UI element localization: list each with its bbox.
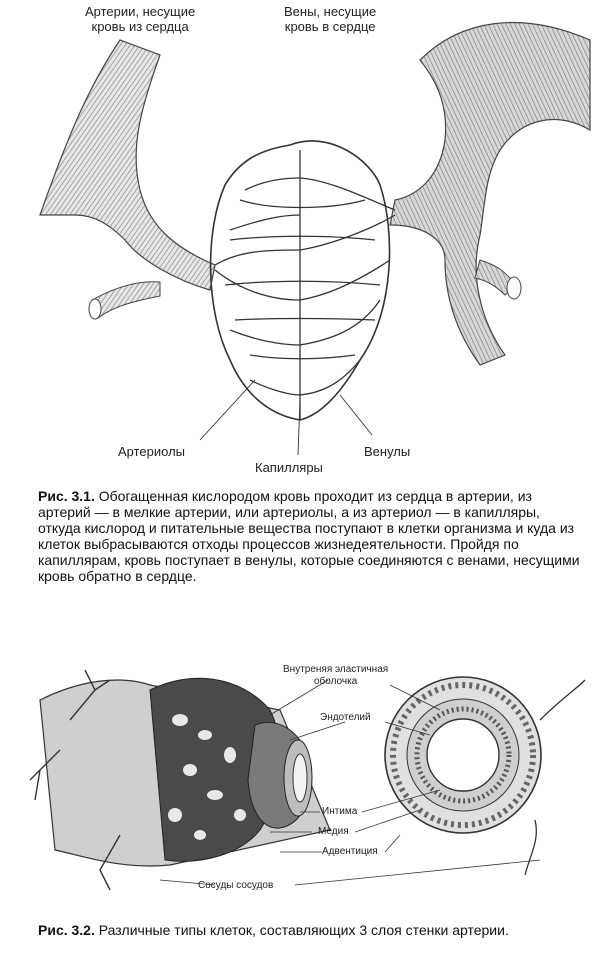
label-venules: Венулы: [364, 444, 411, 459]
caption-figure-2: [38, 922, 583, 938]
label-internal-elastic: Внутреняя эластичная оболочка: [283, 664, 389, 687]
artery-left: [40, 40, 215, 290]
vein-right: [390, 23, 590, 365]
label-endothelium: Эндотелий: [320, 712, 371, 723]
capillary-illustration: [0, 0, 600, 480]
label-adventitia: Адвентиция: [322, 846, 378, 857]
label-vasa-vasorum: Сосуды сосудов: [198, 880, 274, 891]
label-media: Медия: [318, 826, 349, 837]
caption-text: Различные типы клеток, составляющих 3 слоя стенки артерии.: [98, 922, 509, 938]
label-veins: Вены, несущие кровь в сердце: [284, 4, 377, 34]
caption-number: Рис. 3.2.: [38, 922, 95, 938]
label-capillaries: Капилляры: [255, 460, 323, 475]
figure-capillary-network: [0, 0, 600, 480]
caption-text: Обогащенная кислородом кровь проходит из сердца в артерии, из артерий — в мелкие артерии, или артериолы, а из артериол — в капилляры, откуда кислород и питательные вещества поступают в клетки организма и куда из клеток выбрасываются отходы процессов жизнедеятельности. Пройдя по капиллярам, кровь поступает в венулы, которые соединяются с венами, несущими кровь обратно в сердце.: [38, 488, 580, 584]
label-arteries: Артерии, несущие кровь из сердца: [85, 4, 196, 34]
figure-artery-wall: [0, 640, 600, 910]
label-intima: Интима: [322, 806, 358, 817]
artery-branch: [92, 282, 160, 318]
caption-figure-1: [38, 488, 583, 584]
capillary-bed: [211, 141, 395, 420]
leader-lines: [200, 380, 372, 455]
cross-section: [385, 677, 585, 875]
label-arterioles: Артериолы: [118, 444, 186, 459]
caption-number: Рис. 3.1.: [38, 488, 95, 504]
